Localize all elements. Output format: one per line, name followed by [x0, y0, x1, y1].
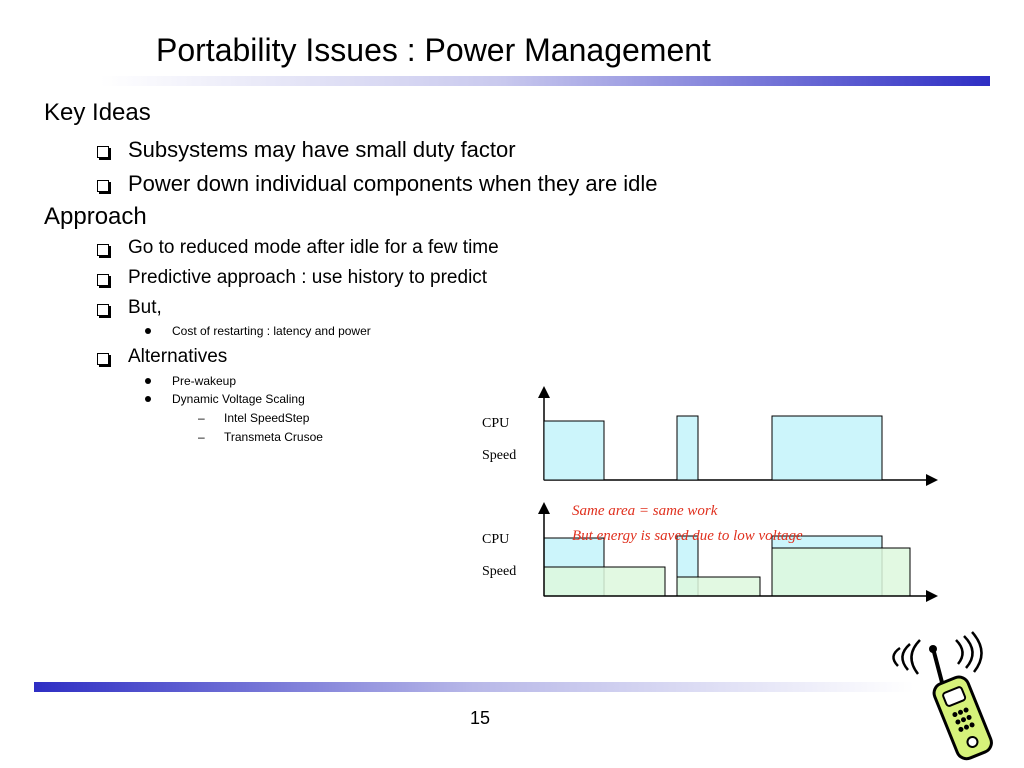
page-number: 15 [470, 708, 491, 728]
dash-bullet-icon: – [198, 430, 205, 444]
footer-bar [34, 682, 914, 692]
energy-saved-note: But energy is saved due to low voltage [572, 528, 803, 544]
top-busy-block-2 [677, 416, 698, 480]
key-ideas-heading: Key Ideas [44, 99, 151, 126]
bottom-y-label-cpu: CPU [482, 532, 510, 547]
same-area-note: Same area = same work [572, 503, 718, 519]
bottom-y-label-speed: Speed [482, 564, 517, 579]
cell-phone-clipart-icon [893, 632, 994, 762]
bottom-scaled-block-1 [544, 567, 665, 596]
bottom-speed-graph [482, 508, 932, 596]
bottom-scaled-block-3 [772, 548, 910, 596]
top-y-label-speed: Speed [482, 448, 517, 463]
top-busy-block-3 [772, 416, 882, 480]
top-y-label-cpu: CPU [482, 416, 510, 431]
approach-heading: Approach [44, 203, 147, 230]
top-speed-graph [482, 392, 932, 480]
bottom-scaled-block-2 [677, 577, 760, 596]
top-busy-block-1 [544, 421, 604, 480]
dash-bullet-icon: – [198, 411, 205, 425]
slide-title: Portability Issues : Power Management [156, 32, 711, 68]
